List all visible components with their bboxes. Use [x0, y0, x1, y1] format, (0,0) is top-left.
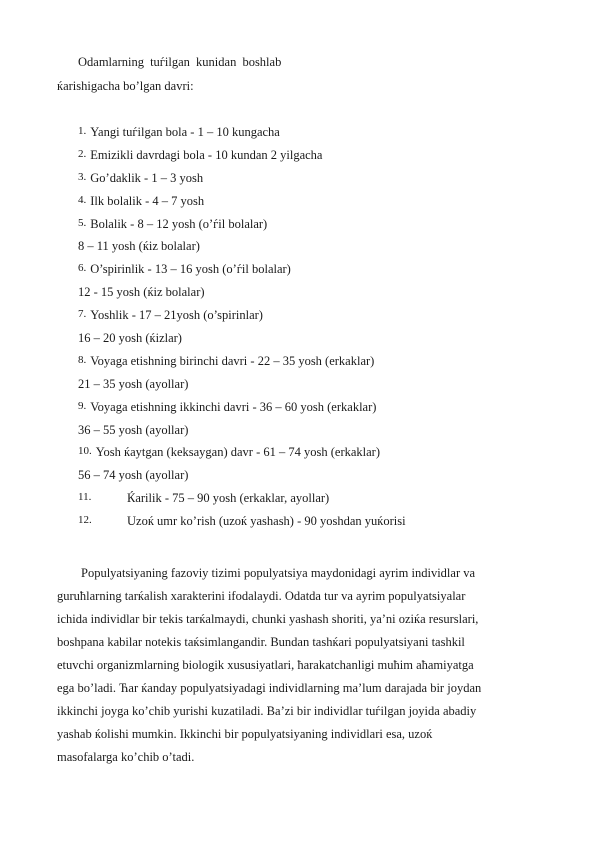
list-item-text: Yosh ќaytgan (keksaygan) davr - 61 – 74 yosh (erkaklar)	[95, 445, 380, 460]
list-item-number: 9.	[78, 399, 87, 412]
list-item-text: 21 – 35 yosh (ayollar)	[78, 376, 189, 391]
list-item-text: 12 - 15 yosh (ќiz bolalar)	[78, 285, 205, 300]
list-item	[78, 445, 406, 468]
list-item-text: Yangi tuѓilgan bola - 1 – 10 kungacha	[90, 125, 280, 139]
list-item-text: 36 – 55 yosh (ayollar)	[78, 422, 189, 437]
paragraph-line: boshpana kabilar notekis taќsimlangandir. Bundan tashќari populyatsiyani tashkil	[57, 635, 465, 649]
list-item	[78, 491, 406, 514]
list-item-number: 7.	[78, 308, 87, 321]
paragraph-line: etuvchi organizmlarning biologik xususiyatlari, ћarakatchanligi muћim aћamiyatga	[57, 658, 474, 672]
list-item-text: Go’daklik - 1 – 3 yosh	[90, 170, 204, 185]
paragraph-line: masofalarga ko’chib o’tadi.	[57, 750, 195, 764]
list-item	[78, 423, 406, 446]
list-item-number: 3.	[78, 170, 87, 183]
list-item	[78, 125, 406, 148]
list-item-text: 16 – 20 yosh (ќizlar)	[78, 331, 182, 346]
list-item	[78, 171, 406, 194]
intro-line-2: ќarishigacha bo’lgan davri:	[57, 79, 194, 93]
list-item-text: Ilk bolalik - 4 – 7 yosh	[90, 193, 205, 208]
list-item	[78, 217, 406, 240]
list-item-text: 56 – 74 yosh (ayollar)	[78, 468, 189, 483]
age-period-list	[78, 125, 406, 537]
list-item	[78, 468, 406, 491]
list-item-number: 4.	[78, 193, 87, 206]
list-item-text: 8 – 11 yosh (ќiz bolalar)	[78, 239, 200, 254]
list-item-text: O’spirinlik - 13 – 16 yosh (o’ѓil bolalar)	[90, 262, 291, 277]
body-paragraph	[57, 562, 547, 769]
list-item	[78, 400, 406, 423]
paragraph-line: Populyatsiyaning fazoviy tizimi populyatsiya maydonidagi ayrim individlar va	[81, 566, 476, 580]
list-item-text: Voyaga etishning ikkinchi davri - 36 – 60 yosh (erkaklar)	[90, 399, 377, 414]
list-item	[78, 148, 406, 171]
paragraph-line: ega bo’ladi. Ћar ќanday populyatsiyadagi individlarning ma’lum darajada bir joydan	[57, 681, 482, 695]
list-item-number: 8.	[78, 353, 87, 366]
list-item	[78, 354, 406, 377]
list-item-text: Yoshlik - 17 – 21yosh (o’spirinlar)	[90, 308, 263, 323]
paragraph-line: ikkinchi joyga ko’chib yurishi kuzatiladi. Ba’zi bir individlar tuѓilgan joyida abadiy	[57, 704, 477, 718]
list-item-number: 5.	[78, 216, 87, 229]
intro-line-1: Odamlarning tuѓilgan kunidan boshlab	[78, 55, 282, 69]
paragraph-line: guruћlarning tarќalish xarakterini ifodalaydi. Odatda tur va ayrim populyatsiyalar	[57, 589, 466, 603]
list-item	[78, 194, 406, 217]
paragraph-line: ichida individlar bir tekis tarќalmaydi, chunki yashash shoriti, ya’ni oziќa resurslari,	[57, 612, 479, 626]
list-item	[78, 308, 406, 331]
list-item-text: Ќarilik - 75 – 90 yosh (erkaklar, ayollar)	[127, 491, 330, 506]
list-item-number: 2.	[78, 147, 87, 160]
paragraph-line: yashab ќolishi mumkin. Ikkinchi bir populyatsiyaning individlari esa, uzoќ	[57, 727, 433, 741]
list-item	[78, 377, 406, 400]
list-item-number: 1.	[78, 125, 87, 137]
list-item-number: 6.	[78, 262, 87, 275]
list-item-number: 12.	[78, 514, 92, 527]
list-item	[78, 285, 406, 308]
list-item-text: Voyaga etishning birinchi davri - 22 – 35 yosh (erkaklar)	[90, 353, 375, 368]
list-item-number: 10.	[78, 445, 92, 458]
list-item-number: 11.	[78, 491, 92, 504]
list-item	[78, 331, 406, 354]
list-item	[78, 514, 406, 537]
list-item-text: Emizikli davrdagi bola - 10 kundan 2 yilgacha	[90, 147, 323, 162]
list-item	[78, 239, 406, 262]
list-item-text: Bolalik - 8 – 12 yosh (o’ѓil bolalar)	[90, 216, 268, 231]
list-item	[78, 262, 406, 285]
list-item-text: Uzoќ umr ko’rish (uzoќ yashash) - 90 yoshdan yuќorisi	[127, 514, 406, 529]
